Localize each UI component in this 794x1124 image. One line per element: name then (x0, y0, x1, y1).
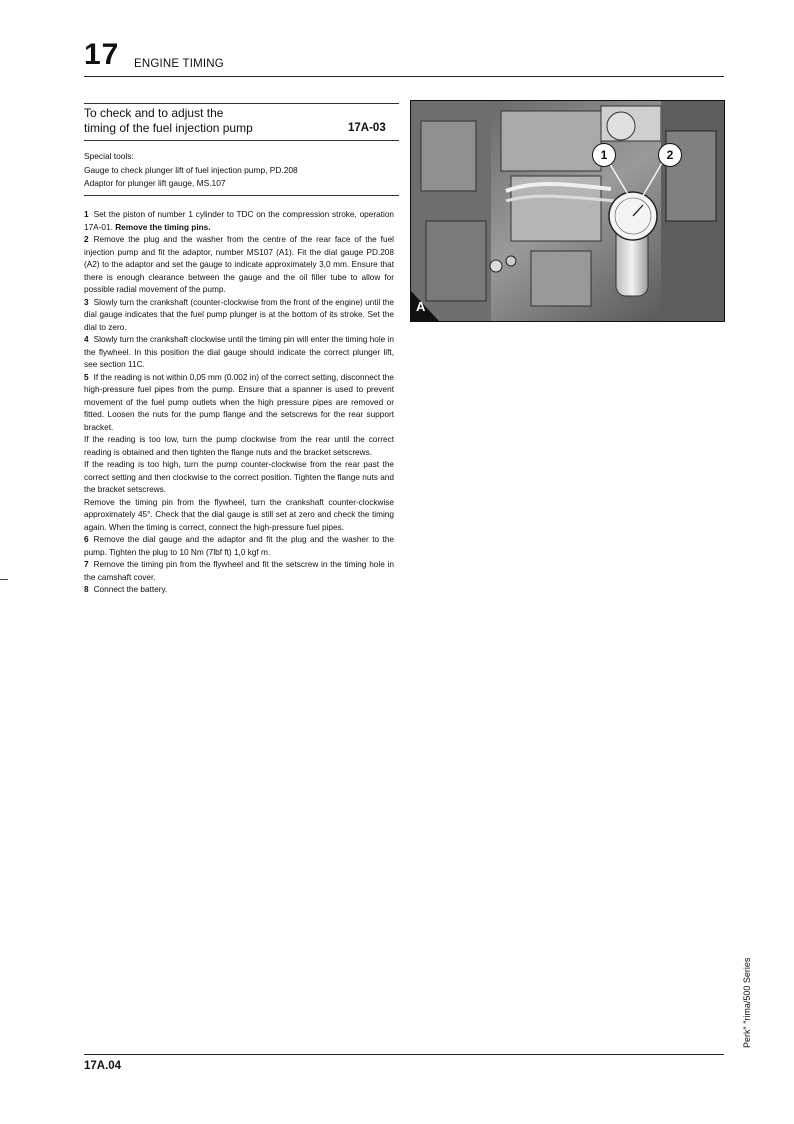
section-rule-top (84, 103, 399, 104)
step-3 (84, 297, 394, 335)
chapter-title: ENGINE TIMING (134, 58, 224, 70)
step-text: Slowly turn the crankshaft clockwise until the timing pin will enter the timing hole in the flywheel. In this position the dial gauge should indicate the correct plunger lift, see section 11C. (84, 335, 394, 369)
step-text: Set the piston of number 1 cylinder to TDC on the compression stroke, operation 17A-01. (84, 210, 394, 232)
footer-rule (84, 1054, 724, 1055)
figure-label: A (416, 299, 426, 314)
step-text: If the reading is not within 0,05 mm (0.002 in) of the correct setting, disconnect the high-pressure fuel pipes from the pump. Ensure that a spanner is used to prevent movement of the fuel pump outlets when the high pressure pipes are removed or fitted. Loosen the nuts for the pump flange and the setscrews for the rear support bracket. (84, 372, 394, 432)
section-title-line2: timing of the fuel injection pump (84, 121, 253, 135)
page-number: 17A.04 (84, 1060, 122, 1072)
step-text: Remove the timing pin from the flywheel and fit the setscrew in the timing hole in the camshaft cover. (84, 560, 394, 582)
chapter-number: 17 (84, 38, 120, 71)
step-5 (84, 372, 394, 435)
callout-1-label: 1 (600, 148, 608, 162)
callout-2 (658, 143, 682, 167)
step-number: 1 (84, 210, 89, 219)
section-rule-mid (84, 140, 399, 141)
step-number: 8 (84, 585, 89, 594)
special-tool-item: Adaptor for plunger lift gauge, MS.107 (84, 177, 226, 188)
step-number: 6 (84, 535, 89, 544)
step-number: 7 (84, 560, 89, 569)
step-1 (84, 209, 394, 234)
paragraph-reading-high: If the reading is too high, turn the pump counter-clockwise from the rear past the correct setting and then clockwise to the correct position. Tighten the flange nuts and the bracket setscrews. (84, 460, 394, 494)
header-rule (84, 76, 724, 77)
margin-mark (0, 579, 8, 580)
special-tools-heading: Special tools: (84, 151, 134, 161)
step-number: 2 (84, 235, 89, 244)
section-code: 17A-03 (348, 122, 386, 134)
step-emphasis: Remove the timing pins. (115, 222, 211, 232)
engine-photo-illustration (411, 101, 724, 321)
paragraph-remove-pin: Remove the timing pin from the flywheel, turn the crankshaft counter-clockwise approximately 45°. Check that the dial gauge is still set at zero and check the timing again. When the timing is correct, connect the high-pressure fuel pipes. (84, 497, 394, 532)
tools-rule (84, 195, 399, 196)
series-label: Perk″ ″rima/500 Series (742, 957, 752, 1048)
step-text: Slowly turn the crankshaft (counter-clockwise from the front of the engine) until the dial gauge indicates that the fuel pump plunger is at the bottom of its stroke. Set the dial to zero. (84, 297, 394, 332)
paragraph-reading-low: If the reading is too low, turn the pump clockwise from the rear until the correct reading is obtained and then tighten the flange nuts and the bracket setscrews. (84, 435, 394, 457)
step-7 (84, 559, 394, 584)
step-4 (84, 334, 394, 372)
step-text: Remove the dial gauge and the adaptor and fit the plug and the washer to the pump. Tighten the plug to 10 Nm (7lbf ft) 1,0 kgf m. (84, 535, 394, 557)
special-tool-item: Gauge to check plunger lift of fuel injection pump, PD.208 (84, 165, 298, 176)
section-title-line1: To check and to adjust the (84, 106, 224, 120)
special-tools (84, 150, 396, 189)
callout-1 (592, 143, 616, 167)
step-number: 4 (84, 335, 89, 344)
step-8 (84, 584, 394, 597)
step-2 (84, 234, 394, 297)
callout-2-label: 2 (666, 148, 674, 162)
step-6 (84, 534, 394, 559)
step-text: Connect the battery. (93, 585, 168, 594)
step-number: 3 (84, 297, 89, 307)
engine-photo-figure (410, 100, 725, 322)
procedure-steps (84, 209, 394, 597)
step-number: 5 (84, 372, 89, 382)
step-text: Remove the plug and the washer from the centre of the rear face of the fuel injection pump and fit the adaptor, number MS107 (A1). Fit the dial gauge PD.208 (A2) to the adaptor and set the gauge to indicate approximately 3,0 mm. Ensure that there is enough clearance between the gauge and the oil filler tube to allow for possible radial movement of the pump. (84, 235, 394, 294)
